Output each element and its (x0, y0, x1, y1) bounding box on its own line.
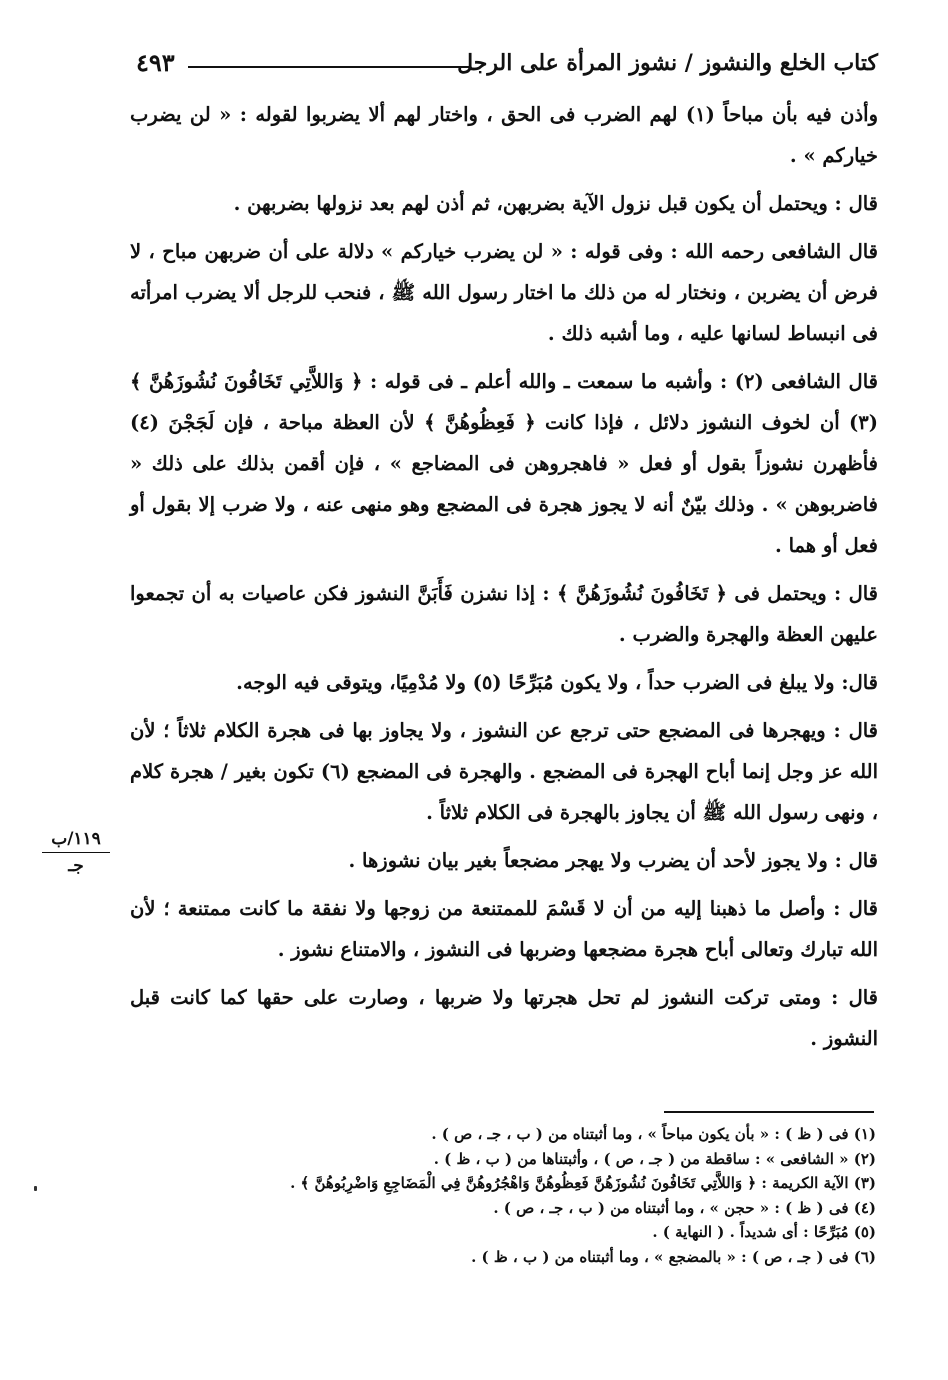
footnote: (٢) « الشافعى » : ساقطة من ( جـ ، ص ) ، وأثبتناها من ( ب ، ظ ) . (433, 1149, 876, 1168)
footnote: (٣) الآية الكريمة : ﴿ وَاللاَّتِي تَخَافُونَ نُشُوزَهُنَّ فَعِظُوهُنَّ وَاهْجُرُوهُنَّ فِي الْمَضَاجِعِ وَاضْرِبُوهُنَّ ﴾ . (290, 1174, 876, 1193)
main-text (130, 94, 878, 1066)
paragraph-lead: قال (848, 192, 878, 215)
paragraph (130, 94, 878, 176)
paragraph-lead: قال (848, 719, 878, 742)
paragraph-text: رحمه الله : وفى قوله : « لن يضرب خياركم » دلالة على أن ضربهن مباح ، لا فرض أن يضربن ، ونختار له من ذلك ما اختار رسول الله ﷺ ، فنحب للرجل ألا يضرب امرأته فى انبساط لسانها عليه ، وما أشبه ذلك . (130, 240, 878, 345)
footnote: (٤) فى ( ظ ) : « حجن » ، وما أثبتناه من ( ب ، جـ ، ص ) . (493, 1198, 876, 1217)
header-rule (188, 66, 470, 68)
paragraph (130, 888, 878, 970)
paragraph-lead: قال الشافعى (771, 370, 878, 393)
folio-number: ١١٩/ب (51, 829, 101, 849)
scan-speck (34, 1186, 37, 1191)
paragraph-lead: قال (848, 897, 878, 920)
paragraph (130, 662, 878, 703)
paragraph-lead: قال الشافعى (771, 240, 878, 263)
paragraph (130, 710, 878, 833)
paragraph (130, 573, 878, 655)
paragraph (130, 361, 878, 566)
paragraph-lead: قال (848, 582, 878, 605)
paragraph-lead: قال (848, 671, 878, 694)
paragraph (130, 231, 878, 354)
paragraph-text: وأذن فيه بأن مباحاً (١) لهم الضرب فى الحق ، واختار لهم ألا يضربوا لقوله : « لن يضرب خياركم » . (130, 103, 878, 167)
paragraph-lead: قال (848, 849, 878, 872)
manuscript-folio-note (36, 826, 116, 879)
paragraph-text: : ولا يبلغ فى الضرب حداً ، ولا يكون مُبَرِّحًا (٥) ولا مُدْمِيًا، ويتوقى فيه الوجه. (236, 671, 849, 694)
page-number: ٤٩٣ (136, 48, 175, 77)
paragraph (130, 840, 878, 881)
paragraph-text: : ويحتمل فى ﴿ تَخَافُونَ نُشُوزَهُنَّ ﴾ : إذا نشزن فَأَبَنَّ النشوز فكن عاصيات به أن تجمعوا عليهن العظة والهجرة والضرب . (130, 582, 878, 646)
paragraph-text: : ولا يجوز لأحد أن يضرب ولا يهجر مضجعاً بغير بيان نشوزها . (348, 849, 849, 872)
paragraph-text: : ويحتمل أن يكون قبل نزول الآية بضربهن، ثم أذن لهم بعد نزولها بضربهن . (233, 192, 849, 215)
footnote: (٦) فى ( جـ ، ص ) : « بالمضجع » ، وما أثبتناه من ( ب ، ظ ) . (471, 1247, 876, 1266)
paragraph-lead: قال (848, 986, 878, 1009)
footnote-separator (664, 1111, 874, 1113)
paragraph-text: (٢) : وأشبه ما سمعت ـ والله أعلم ـ فى قوله : ﴿ وَاللاَّتِي تَخَافُونَ نُشُوزَهُنَّ ﴾ (٣) أن لخوف النشوز دلائل ، فإذا كانت ﴿ فَعِظُوهُنَّ ﴾ لأن العظة مباحة ، فإن لَجَجْنَ (٤) فأظهرن نشوزاً بقول أو فعل « فاهجروهن فى المضاجع » ، فإن أقمن بذلك على ذلك « فاضربوهن » . وذلك بيّنٌ أنه لا يجوز هجرة فى المضجع وهو منهى عنه ، ولا ضرب إلا بقول أو فعل أو هما . (130, 370, 878, 557)
footnotes (130, 1122, 876, 1270)
footnote: (١) فى ( ظ ) : « بأن يكون مباحاً » ، وما أثبتناه من ( ب ، جـ ، ص ) . (431, 1125, 876, 1143)
footnote: (٥) مُبَرِّحًا : أى شديداً . ( النهاية ) . (652, 1223, 876, 1242)
paragraph-text: : ويهجرها فى المضجع حتى ترجع عن النشوز ، ولا يجاوز بها فى هجرة الكلام ثلاثاً ؛ لأن الله عز وجل إنما أباح الهجرة فى المضجع . والهجرة فى المضجع (٦) تكون بغير / هجرة كلام ، ونهى رسول الله ﷺ أن يجاوز بالهجرة فى الكلام ثلاثاً . (130, 719, 878, 824)
book-title: كتاب الخلع والنشوز / نشوز المرأة على الرجل (457, 50, 878, 76)
paragraph (130, 183, 878, 224)
manuscript-siglum: جـ (68, 856, 84, 876)
running-header (130, 44, 878, 84)
paragraph-text: : ومتى تركت النشوز لم تحل هجرتها ولا ضربها ، وصارت على حقها كما كانت قبل النشوز . (130, 986, 878, 1050)
paragraph (130, 977, 878, 1059)
paragraph-text: : وأصل ما ذهبنا إليه من أن لا قَسْمَ للممتنعة من زوجها ولا نفقة ما كانت ممتنعة ؛ لأن الله تبارك وتعالى أباح هجرة مضجعها وضربها فى النشوز ، والامتناع نشوز . (130, 897, 878, 961)
